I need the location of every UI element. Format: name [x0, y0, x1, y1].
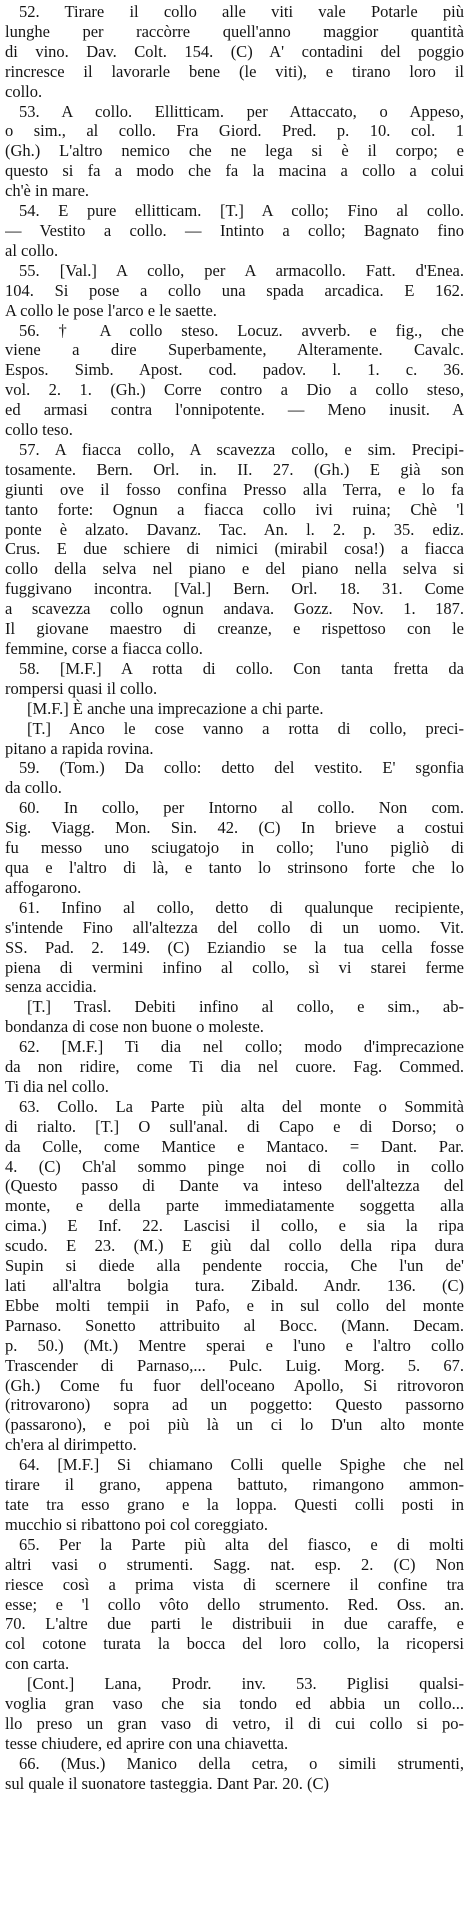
entry-line: [T.] Trasl. Debiti infino al collo, e sim., ab-: [27, 997, 464, 1017]
entry-line: (ritrovarono) sopra ad un poggetto: Questo passorno: [5, 1395, 464, 1415]
entry-line: scudo. E 23. (M.) E giù dal collo della ripa dura: [5, 1236, 464, 1256]
entry-line: rompersi quasi il collo.: [5, 678, 158, 698]
entry-line: collo teso.: [5, 420, 73, 440]
entry-e62: [5, 1037, 464, 1097]
entry-line: monte, e della parte immediatamente soggetta alla: [5, 1196, 464, 1216]
entry-line: [M.F.] È anche una imprecazione a chi parte.: [27, 698, 324, 718]
entry-line: rincresce il lavorarle bene (le viti), e tirano loro il: [5, 61, 464, 81]
entry-line: 4. (C) Ch'al sommo pinge noi di collo in collo: [5, 1156, 464, 1176]
entry-line: viene a dire Superbamente, Alteramente. Cavalc.: [5, 340, 464, 360]
entry-line: piena di vermini infino al collo, sì vi starei ferme: [5, 957, 464, 977]
entry-line: tosamente. Bern. Orl. in. II. 27. (Gh.) E già son: [5, 459, 464, 479]
entry-line: 60. In collo, per Intorno al collo. Non com.: [19, 798, 464, 818]
entry-line: qua e l'altro di là, e tanto lo strinsono forte che lo: [5, 857, 464, 877]
entry-line: altri vasi o strumenti. Sagg. nat. esp. 2. (C) Non: [5, 1554, 464, 1574]
entry-line: Espos. Simb. Apost. cod. padov. l. 1. c. 36.: [5, 360, 464, 380]
entry-line: Supin si diede alla pendente roccia, Che l'un de': [5, 1256, 464, 1276]
entry-line: da collo.: [5, 778, 62, 798]
entry-line: (passarono), e poi più là un ci lo D'un alto monte: [5, 1415, 464, 1435]
entry-line: 58. [M.F.] A rotta di collo. Con tanta fretta da: [19, 658, 464, 678]
entry-line: col cotone turata la bocca del loro collo, la ricopersi: [5, 1634, 464, 1654]
entry-line: lati all'altra bolgia tura. Zibald. Andr. 136. (C): [5, 1276, 464, 1295]
entry-line: [Cont.] Lana, Prodr. inv. 53. Piglisi qualsi-: [27, 1674, 464, 1694]
entry-line: ed armasi contra l'onnipotente. — Meno inusit. A: [5, 400, 464, 420]
entry-line: al collo.: [5, 240, 59, 260]
entry-line: di vino. Dav. Colt. 154. (C) A' contadini del poggio: [5, 41, 464, 61]
entry-line: senza accidia.: [5, 977, 97, 997]
dictionary-column: [5, 2, 464, 1794]
entry-e59: [5, 758, 464, 798]
entry-line: giunti ove il fosso confina Presso alla Terra, e lo fa: [5, 479, 464, 499]
entry-line: tate tra esso grano e la loppa. Questi colli posti in: [5, 1494, 464, 1514]
entry-line: lunghe per raccòrre quell'anno maggior quantità: [5, 21, 464, 41]
entry-line: ch'è in mare.: [5, 181, 90, 201]
entry-e65: [5, 1535, 464, 1674]
entry-line: pitano a rapida rovina.: [5, 738, 154, 758]
entry-line: 63. Collo. La Parte più alta del monte o Sommità: [19, 1096, 464, 1116]
entry-line: bondanza di cose non buone o moleste.: [5, 1017, 264, 1037]
entry-line: 56. † A collo steso. Locuz. avverb. e fig., che: [19, 320, 464, 340]
entry-line: 70. L'altre due parti le distribuii in due caraffe, e: [5, 1614, 464, 1634]
entry-line: cima.) E Inf. 22. Lascisi il collo, e sia la ripa: [5, 1216, 464, 1236]
entry-e55: [5, 261, 464, 321]
entry-line: affogarono.: [5, 877, 82, 897]
entry-line: Ti dia nel collo.: [5, 1076, 109, 1096]
entry-line: 61. Infino al collo, detto di qualunque recipiente,: [19, 897, 464, 917]
entry-line: vol. 2. 1. (Gh.) Corre contro a Dio a collo steso,: [5, 380, 464, 400]
entry-line: 65. Per la Parte più alta del fiasco, e di molti: [19, 1534, 464, 1554]
entry-line: 52. Tirare il collo alle viti vale Potarle più: [19, 2, 464, 21]
entry-line: 62. [M.F.] Ti dia nel collo; modo d'imprecazione: [19, 1037, 464, 1057]
entry-line: s'intende Fino all'altezza del collo di un uomo. Vit.: [5, 917, 464, 937]
entry-line: (Gh.) Come fu fuor dell'oceano Apollo, Si ritrovoron: [5, 1375, 464, 1395]
entry-line: 53. A collo. Ellitticam. per Attaccato, o Appeso,: [19, 101, 464, 121]
entry-line: 54. E pure ellitticam. [T.] A collo; Fino al collo.: [19, 201, 464, 221]
entry-line: Crus. E due schiere di nimici (mirabil cosa!) a fiacca: [5, 539, 464, 559]
entry-line: tesse chiudere, ed aprire con una chiavetta.: [5, 1733, 289, 1753]
entry-e64: [5, 1455, 464, 1535]
entry-line: di rialto. [T.] O sull'anal. di Capo e di Dorso; o: [5, 1116, 464, 1136]
entry-e60: [5, 798, 464, 898]
entry-line: 57. A fiacca collo, A scavezza collo, e sim. Precipi-: [19, 439, 464, 459]
entry-line: Trascender di Parnaso,... Pulc. Luig. Morg. 5. 67.: [5, 1355, 464, 1375]
entry-line: riesce così a prima vista di scernere il confine tra: [5, 1574, 464, 1594]
entry-line: mucchio si ribattono poi col coreggiato.: [5, 1514, 269, 1534]
entry-line: da non ridire, come Ti dia nel cuore. Fag. Commed.: [5, 1057, 464, 1077]
entry-line: da Colle, come Mantice e Mantaco. = Dant. Par.: [5, 1136, 464, 1156]
entry-line: a scavezza collo ognun andava. Gozz. Nov. 1. 187.: [5, 599, 464, 619]
entry-line: Il giovane maestro di creanze, e rispettoso con le: [5, 619, 464, 639]
entry-line: voglia gran vaso che sia tondo ed abbia un collo...: [5, 1694, 464, 1714]
entry-e63: [5, 1097, 464, 1455]
entry-line: 66. (Mus.) Manico della cetra, o simili strumenti,: [19, 1753, 464, 1773]
entry-line: llo preso un gran vaso di vetro, il di cui collo si po-: [5, 1713, 464, 1733]
entry-line: A collo le pose l'arco e le saette.: [5, 300, 217, 320]
entry-line: o sim., al collo. Fra Giord. Pred. p. 10. col. 1: [5, 121, 464, 141]
entry-e58a: [5, 699, 464, 719]
entry-e61a: [5, 997, 464, 1037]
entry-line: femmine, corse a fiacca collo.: [5, 639, 203, 658]
entry-line: collo.: [5, 81, 43, 101]
entry-line: fuggivano incontra. [Val.] Bern. Orl. 18. 31. Come: [5, 579, 464, 599]
entry-line: fu messo uno sciugatojo in collo; l'uno pigliò di: [5, 838, 464, 858]
entry-line: sul quale il suonatore tasteggia. Dant Par. 20. (C): [5, 1773, 329, 1793]
entry-line: Parnaso. Sonetto attribuito al Bocc. (Mann. Decam.: [5, 1315, 464, 1335]
entry-line: questo si fa a modo che fa la macina a collo a colui: [5, 161, 464, 181]
entry-e61: [5, 898, 464, 998]
entry-line: SS. Pad. 2. 149. (C) Eziandio se la tua cella fosse: [5, 937, 464, 957]
entry-line: tirare il grano, appena battuto, rimangono ammon-: [5, 1475, 464, 1495]
entry-line: tanto forte: Ognun a fiacca collo ivi ruina; Chè 'l: [5, 499, 464, 519]
entry-e56: [5, 321, 464, 440]
entry-line: (Gh.) L'altro nemico che ne lega si è il corpo; e: [5, 141, 464, 161]
entry-e58: [5, 659, 464, 699]
entry-line: Ebbe molti tempii in Pafo, e in sul collo del monte: [5, 1295, 464, 1315]
entry-e58b: [5, 719, 464, 759]
entry-line: (Questo passo di Dante va inteso dell'altezza del: [5, 1176, 464, 1196]
entry-e52: [5, 2, 464, 102]
entry-e54: [5, 201, 464, 261]
entry-e66: [5, 1754, 464, 1794]
entry-e65a: [5, 1674, 464, 1754]
entry-line: esse; e 'l collo vôto dello strumento. Red. Oss. an.: [5, 1594, 464, 1614]
entry-line: Sig. Viagg. Mon. Sin. 42. (C) In brieve a costui: [5, 818, 464, 838]
entry-e57: [5, 440, 464, 659]
entry-line: 104. Si pose a collo una spada arcadica. E 162.: [5, 280, 464, 300]
entry-line: 59. (Tom.) Da collo: detto del vestito. E' sgonfia: [19, 758, 464, 778]
entry-line: collo della selva nel piano e del piano nella selva si: [5, 559, 464, 579]
entry-line: ch'era al dirimpetto.: [5, 1435, 137, 1455]
entry-line: 64. [M.F.] Si chiamano Colli quelle Spighe che nel: [19, 1455, 464, 1475]
entry-line: — Vestito a collo. — Intinto a collo; Bagnato fino: [5, 220, 464, 240]
entry-line: 55. [Val.] A collo, per A armacollo. Fatt. d'Enea.: [19, 260, 464, 280]
entry-e53: [5, 102, 464, 202]
entry-line: [T.] Anco le cose vanno a rotta di collo, preci-: [27, 718, 464, 738]
entry-line: p. 50.) (Mt.) Mentre sperai e l'uno e l'altro collo: [5, 1335, 464, 1355]
entry-line: ponte è alzato. Davanz. Tac. An. l. 2. p. 35. ediz.: [5, 519, 464, 539]
entry-line: con carta.: [5, 1654, 70, 1674]
